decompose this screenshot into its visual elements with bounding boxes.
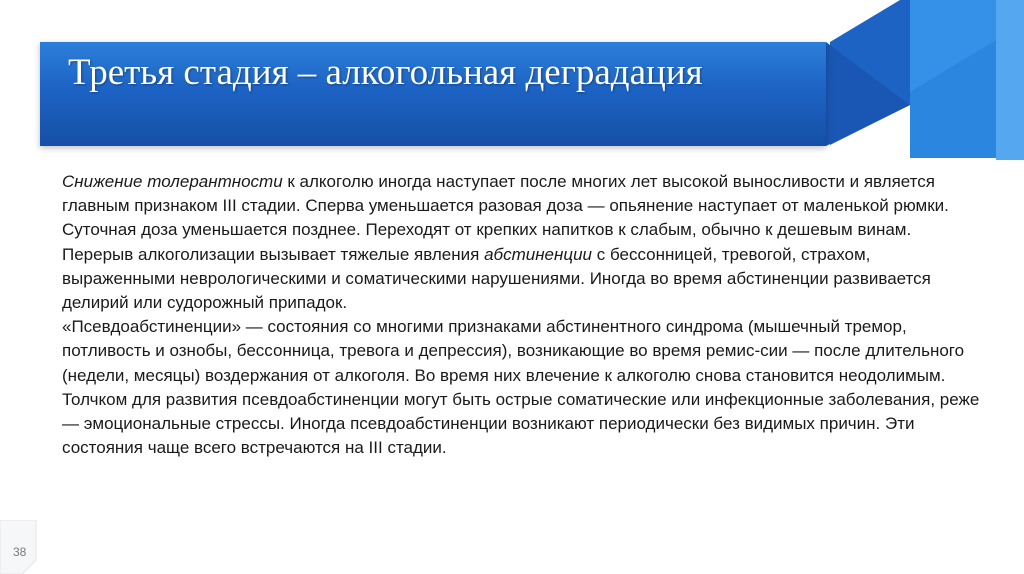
- term-tolerance: Снижение толерантности: [62, 172, 283, 191]
- paragraph-abstinence: [62, 243, 982, 316]
- page-number: 38: [13, 545, 27, 559]
- term-abstinence: абстиненции: [484, 244, 592, 264]
- paragraph-pseudoabstinence: «Псевдоабстиненции» — состояния со многими признаками абстинентного синдрома (мышечный тремор, потливость и ознобы, бессонница, тревога и депрессия), возникающие во время ремис-сии — после длительного (недели, месяцы) воздержания от алкоголя. Во время них влечение к алкоголю снова становится неодолимым. Толчком для развития псевдоабстиненции могут быть острые соматические или инфекционные заболевания, реже — эмоциональные стрессы. Иногда псевдоабстиненции возникают периодически без видимых причин. Эти состояния чаще всего встречаются на III стадии.: [62, 317, 980, 458]
- page-corner-decoration: [0, 520, 60, 574]
- slide-body: [62, 170, 982, 460]
- corner-decoration: [820, 0, 1024, 160]
- decor-block-right: [996, 0, 1024, 160]
- paragraph-abstinence-text-b: с бессонницей, тревогой, страхом, выраженными неврологическими и соматическими нарушениями. Иногда во время абстиненции развивается делирий или судорожный припадок.: [62, 244, 931, 313]
- paragraph-abstinence-text-a: Перерыв алкоголизации вызывает тяжелые явления: [62, 244, 485, 264]
- slide-title: Третья стадия – алкогольная деградация: [68, 52, 703, 93]
- paragraph-tolerance-text: к алкоголю иногда наступает после многих лет высокой выносливости и является главным признаком III стадии. Сперва уменьшается разовая доза — опьянение наступает от маленькой рюмки. Суточная доза уменьшается позднее. Переходят от крепких напитков к слабым, обычно к дешевым винам.: [62, 172, 949, 240]
- paragraph-tolerance: [62, 170, 982, 243]
